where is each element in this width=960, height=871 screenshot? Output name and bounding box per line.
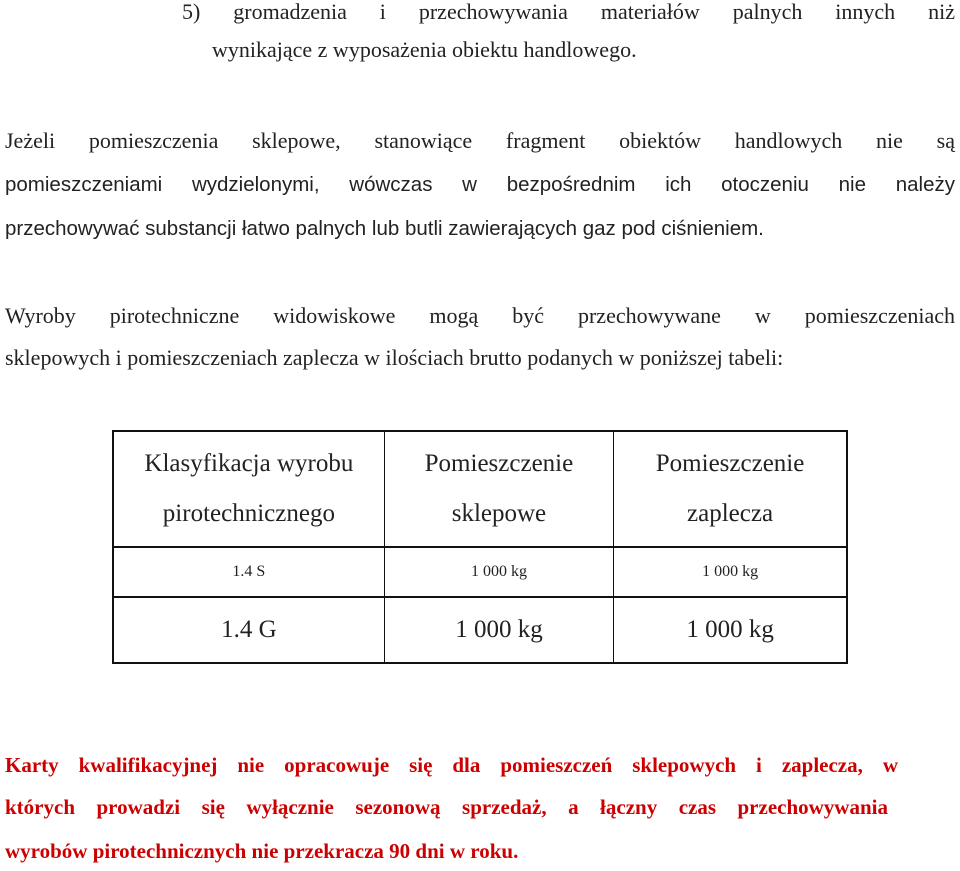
paragraph-1-line-3: przechowywać substancji łatwo palnych lub butli zawierających gaz pod ciśnieniem. [5,217,764,240]
table-cell-shop-room: 1 000 kg [384,597,613,663]
header-backroom [614,431,847,547]
table-cell-shop-room: 1 000 kg [384,547,613,597]
header-shop-room-line-2: sklepowe [451,500,547,527]
paragraph-1-line-1: Jeżeli pomieszczenia sklepowe, stanowiące fragment obiektów handlowych nie są [5,128,955,153]
header-shop-room-line-1: Pomieszczenie [424,450,574,477]
header-shop-room [384,431,613,547]
list-item-5-line-1: 5) gromadzenia i przechowywania materiałów palnych innych niż [182,0,955,24]
table-cell-classification: 1.4 G [113,597,384,663]
table-row [113,547,847,597]
table-cell-classification: 1.4 S [113,547,384,597]
notice-line-3: wyrobów pirotechnicznych nie przekracza 90 dni w roku. [5,839,519,863]
paragraph-2-line-1: Wyroby pirotechniczne widowiskowe mogą być przechowywane w pomieszczeniach [5,303,955,328]
table-cell-backroom: 1 000 kg [614,597,847,663]
table-header-row [113,431,847,547]
notice-line-2: których prowadzi się wyłącznie sezonową sprzedaż, a łączny czas przechowywania [5,795,888,819]
list-item-5-line-2: wynikające z wyposażenia obiektu handlowego. [212,37,637,62]
header-backroom-line-1: Pomieszczenie [655,450,805,477]
pyrotechnics-storage-table [112,430,848,664]
notice-line-1: Karty kwalifikacyjnej nie opracowuje się dla pomieszczeń sklepowych i zaplecza, w [5,753,898,777]
paragraph-2-line-2: sklepowych i pomieszczeniach zaplecza w ilościach brutto podanych w poniższej tabeli: [5,345,784,370]
table-row [113,597,847,663]
header-classification-line-1: Klasyfikacja wyrobu [144,450,354,477]
header-classification-line-2: pirotechnicznego [162,500,335,527]
table-cell-backroom: 1 000 kg [614,547,847,597]
paragraph-1-line-2: pomieszczeniami wydzielonymi, wówczas w bezpośrednim ich otoczeniu nie należy [5,173,955,196]
header-classification [113,431,384,547]
header-backroom-line-2: zaplecza [687,500,774,527]
